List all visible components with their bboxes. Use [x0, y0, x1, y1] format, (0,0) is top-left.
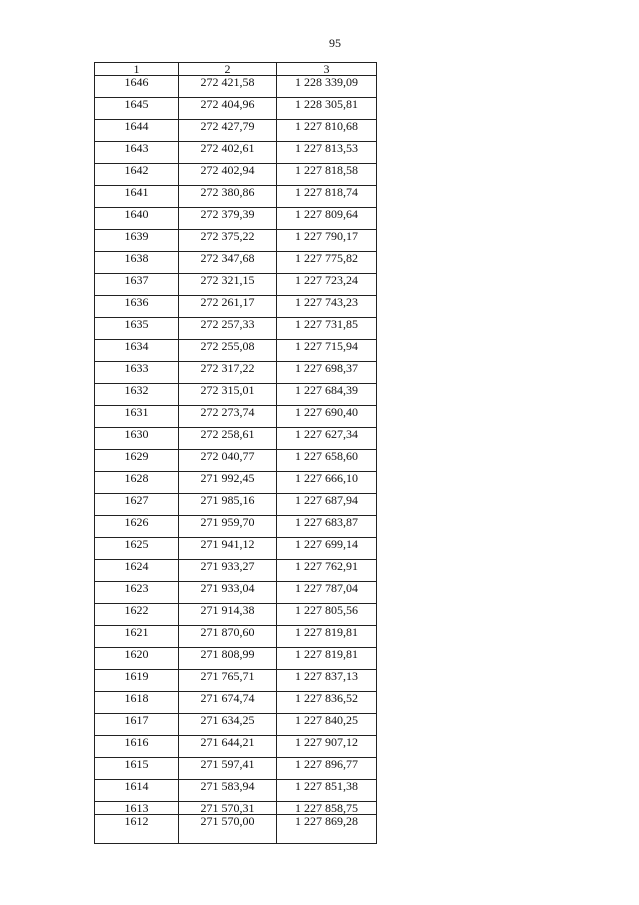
y-coordinate-cell: 1 227 851,38: [277, 780, 377, 802]
column-header-2: 2: [179, 63, 277, 76]
table-row: [95, 494, 377, 516]
x-coordinate-cell: 271 570,31: [179, 802, 277, 815]
x-coordinate-cell: 272 402,61: [179, 142, 277, 164]
point-number-cell: 1631: [95, 406, 179, 428]
table-row: [95, 538, 377, 560]
coordinates-table: [94, 62, 377, 844]
x-coordinate-cell: 271 933,27: [179, 560, 277, 582]
page-number: 95: [329, 36, 341, 50]
y-coordinate-cell: 1 227 819,81: [277, 648, 377, 670]
x-coordinate-cell: 272 258,61: [179, 428, 277, 450]
table-row: [95, 98, 377, 120]
x-coordinate-cell: 271 992,45: [179, 472, 277, 494]
x-coordinate-cell: 271 985,16: [179, 494, 277, 516]
table-row: [95, 780, 377, 802]
table-row: [95, 758, 377, 780]
y-coordinate-cell: 1 227 787,04: [277, 582, 377, 604]
x-coordinate-cell: 271 765,71: [179, 670, 277, 692]
point-number-cell: 1646: [95, 76, 179, 98]
table-row: [95, 450, 377, 472]
x-coordinate-cell: 272 255,08: [179, 340, 277, 362]
point-number-cell: 1640: [95, 208, 179, 230]
y-coordinate-cell: 1 227 775,82: [277, 252, 377, 274]
y-coordinate-cell: 1 227 658,60: [277, 450, 377, 472]
x-coordinate-cell: 272 375,22: [179, 230, 277, 252]
point-number-cell: 1630: [95, 428, 179, 450]
table-row: [95, 186, 377, 208]
y-coordinate-cell: 1 227 666,10: [277, 472, 377, 494]
x-coordinate-cell: 271 634,25: [179, 714, 277, 736]
point-number-cell: 1614: [95, 780, 179, 802]
y-coordinate-cell: 1 227 723,24: [277, 274, 377, 296]
x-coordinate-cell: 272 261,17: [179, 296, 277, 318]
x-coordinate-cell: 272 380,86: [179, 186, 277, 208]
x-coordinate-cell: 272 317,22: [179, 362, 277, 384]
x-coordinate-cell: 271 941,12: [179, 538, 277, 560]
y-coordinate-cell: 1 227 869,28: [277, 815, 377, 844]
x-coordinate-cell: 272 273,74: [179, 406, 277, 428]
y-coordinate-cell: 1 227 896,77: [277, 758, 377, 780]
y-coordinate-cell: 1 227 840,25: [277, 714, 377, 736]
x-coordinate-cell: 271 870,60: [179, 626, 277, 648]
y-coordinate-cell: 1 227 805,56: [277, 604, 377, 626]
y-coordinate-cell: 1 227 837,13: [277, 670, 377, 692]
point-number-cell: 1616: [95, 736, 179, 758]
point-number-cell: 1636: [95, 296, 179, 318]
y-coordinate-cell: 1 227 836,52: [277, 692, 377, 714]
point-number-cell: 1625: [95, 538, 179, 560]
y-coordinate-cell: 1 227 858,75: [277, 802, 377, 815]
table-row: [95, 714, 377, 736]
point-number-cell: 1638: [95, 252, 179, 274]
point-number-cell: 1622: [95, 604, 179, 626]
x-coordinate-cell: 272 402,94: [179, 164, 277, 186]
point-number-cell: 1645: [95, 98, 179, 120]
point-number-cell: 1632: [95, 384, 179, 406]
table-row: [95, 230, 377, 252]
table-row: [95, 142, 377, 164]
point-number-cell: 1623: [95, 582, 179, 604]
point-number-cell: 1620: [95, 648, 179, 670]
y-coordinate-cell: 1 228 339,09: [277, 76, 377, 98]
y-coordinate-cell: 1 227 819,81: [277, 626, 377, 648]
x-coordinate-cell: 271 933,04: [179, 582, 277, 604]
point-number-cell: 1615: [95, 758, 179, 780]
y-coordinate-cell: 1 227 690,40: [277, 406, 377, 428]
point-number-cell: 1619: [95, 670, 179, 692]
point-number-cell: 1641: [95, 186, 179, 208]
y-coordinate-cell: 1 227 683,87: [277, 516, 377, 538]
point-number-cell: 1633: [95, 362, 179, 384]
point-number-cell: 1628: [95, 472, 179, 494]
y-coordinate-cell: 1 227 699,14: [277, 538, 377, 560]
point-number-cell: 1629: [95, 450, 179, 472]
x-coordinate-cell: 271 597,41: [179, 758, 277, 780]
column-header-3: 3: [277, 63, 377, 76]
table-row: [95, 208, 377, 230]
point-number-cell: 1637: [95, 274, 179, 296]
y-coordinate-cell: 1 227 809,64: [277, 208, 377, 230]
table-row: [95, 340, 377, 362]
point-number-cell: 1613: [95, 802, 179, 815]
y-coordinate-cell: 1 227 627,34: [277, 428, 377, 450]
x-coordinate-cell: 271 583,94: [179, 780, 277, 802]
point-number-cell: 1642: [95, 164, 179, 186]
y-coordinate-cell: 1 227 687,94: [277, 494, 377, 516]
x-coordinate-cell: 272 379,39: [179, 208, 277, 230]
y-coordinate-cell: 1 227 698,37: [277, 362, 377, 384]
table-row: [95, 516, 377, 538]
table-header-row: [95, 63, 377, 76]
y-coordinate-cell: 1 227 715,94: [277, 340, 377, 362]
y-coordinate-cell: 1 227 731,85: [277, 318, 377, 340]
x-coordinate-cell: 271 644,21: [179, 736, 277, 758]
table-row: [95, 626, 377, 648]
point-number-cell: 1643: [95, 142, 179, 164]
y-coordinate-cell: 1 227 810,68: [277, 120, 377, 142]
point-number-cell: 1644: [95, 120, 179, 142]
y-coordinate-cell: 1 227 818,58: [277, 164, 377, 186]
point-number-cell: 1624: [95, 560, 179, 582]
point-number-cell: 1626: [95, 516, 179, 538]
point-number-cell: 1627: [95, 494, 179, 516]
x-coordinate-cell: 272 257,33: [179, 318, 277, 340]
x-coordinate-cell: 271 959,70: [179, 516, 277, 538]
y-coordinate-cell: 1 227 813,53: [277, 142, 377, 164]
x-coordinate-cell: 272 347,68: [179, 252, 277, 274]
x-coordinate-cell: 272 040,77: [179, 450, 277, 472]
y-coordinate-cell: 1 227 818,74: [277, 186, 377, 208]
x-coordinate-cell: 272 421,58: [179, 76, 277, 98]
table-row: [95, 560, 377, 582]
table-row: [95, 318, 377, 340]
x-coordinate-cell: 272 315,01: [179, 384, 277, 406]
x-coordinate-cell: 271 914,38: [179, 604, 277, 626]
point-number-cell: 1639: [95, 230, 179, 252]
x-coordinate-cell: 271 808,99: [179, 648, 277, 670]
y-coordinate-cell: 1 227 762,91: [277, 560, 377, 582]
x-coordinate-cell: 272 321,15: [179, 274, 277, 296]
table-row: [95, 736, 377, 758]
table-row: [95, 164, 377, 186]
point-number-cell: 1617: [95, 714, 179, 736]
table-row: [95, 648, 377, 670]
table-row: [95, 274, 377, 296]
point-number-cell: 1634: [95, 340, 179, 362]
x-coordinate-cell: 272 404,96: [179, 98, 277, 120]
table-row: [95, 472, 377, 494]
point-number-cell: 1612: [95, 815, 179, 844]
table-row: [95, 406, 377, 428]
table-row: [95, 670, 377, 692]
table-row: [95, 815, 377, 844]
table-row: [95, 362, 377, 384]
y-coordinate-cell: 1 227 907,12: [277, 736, 377, 758]
y-coordinate-cell: 1 227 743,23: [277, 296, 377, 318]
table-row: [95, 802, 377, 815]
table-row: [95, 120, 377, 142]
table-row: [95, 604, 377, 626]
column-header-1: 1: [95, 63, 179, 76]
x-coordinate-cell: 272 427,79: [179, 120, 277, 142]
table-row: [95, 692, 377, 714]
table-row: [95, 296, 377, 318]
table-row: [95, 252, 377, 274]
table-row: [95, 76, 377, 98]
table-row: [95, 428, 377, 450]
table-row: [95, 582, 377, 604]
y-coordinate-cell: 1 227 790,17: [277, 230, 377, 252]
point-number-cell: 1618: [95, 692, 179, 714]
x-coordinate-cell: 271 570,00: [179, 815, 277, 844]
x-coordinate-cell: 271 674,74: [179, 692, 277, 714]
y-coordinate-cell: 1 228 305,81: [277, 98, 377, 120]
point-number-cell: 1635: [95, 318, 179, 340]
point-number-cell: 1621: [95, 626, 179, 648]
y-coordinate-cell: 1 227 684,39: [277, 384, 377, 406]
table-row: [95, 384, 377, 406]
